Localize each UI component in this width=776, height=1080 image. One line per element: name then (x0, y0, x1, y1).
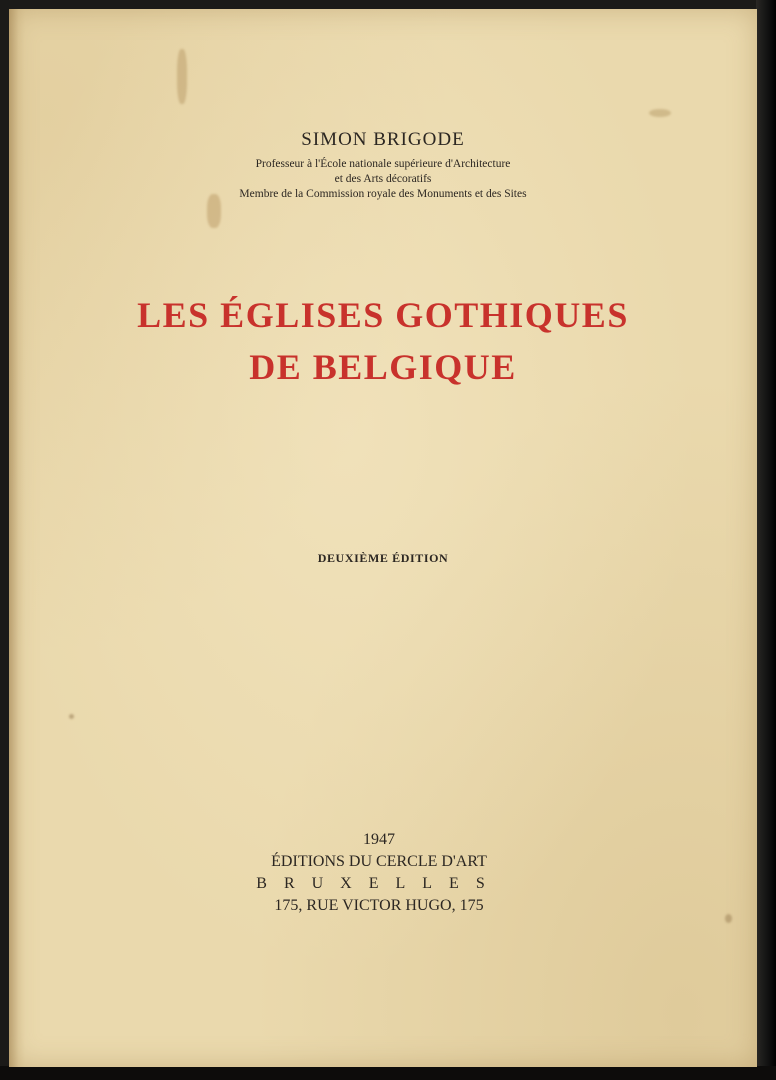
paper-stain (177, 49, 187, 104)
credential-line: Membre de la Commission royale des Monuments et des Sites (239, 188, 527, 200)
publisher-block (5, 829, 753, 917)
publisher-name: ÉDITIONS DU CERCLE D'ART (271, 853, 487, 870)
credential-line: et des Arts décoratifs (334, 173, 432, 185)
author-credentials (9, 157, 757, 202)
publisher-city: BRUXELLES (256, 875, 502, 892)
credential-line: Professeur à l'École nationale supérieure d'Architecture (255, 158, 511, 170)
edition-label: DEUXIÈME ÉDITION (317, 551, 449, 565)
book-title (9, 289, 757, 393)
book-cover (9, 9, 757, 1067)
author-name: SIMON BRIGODE (301, 129, 465, 150)
paper-stain (69, 714, 74, 719)
background-edge (756, 0, 776, 1080)
publication-year: 1947 (363, 831, 395, 848)
paper-stain (649, 109, 671, 117)
background-bottom (0, 1066, 776, 1080)
title-line: DE BELGIQUE (249, 347, 517, 387)
publisher-address: 175, RUE VICTOR HUGO, 175 (274, 897, 484, 914)
title-line: LES ÉGLISES GOTHIQUES (137, 295, 629, 335)
